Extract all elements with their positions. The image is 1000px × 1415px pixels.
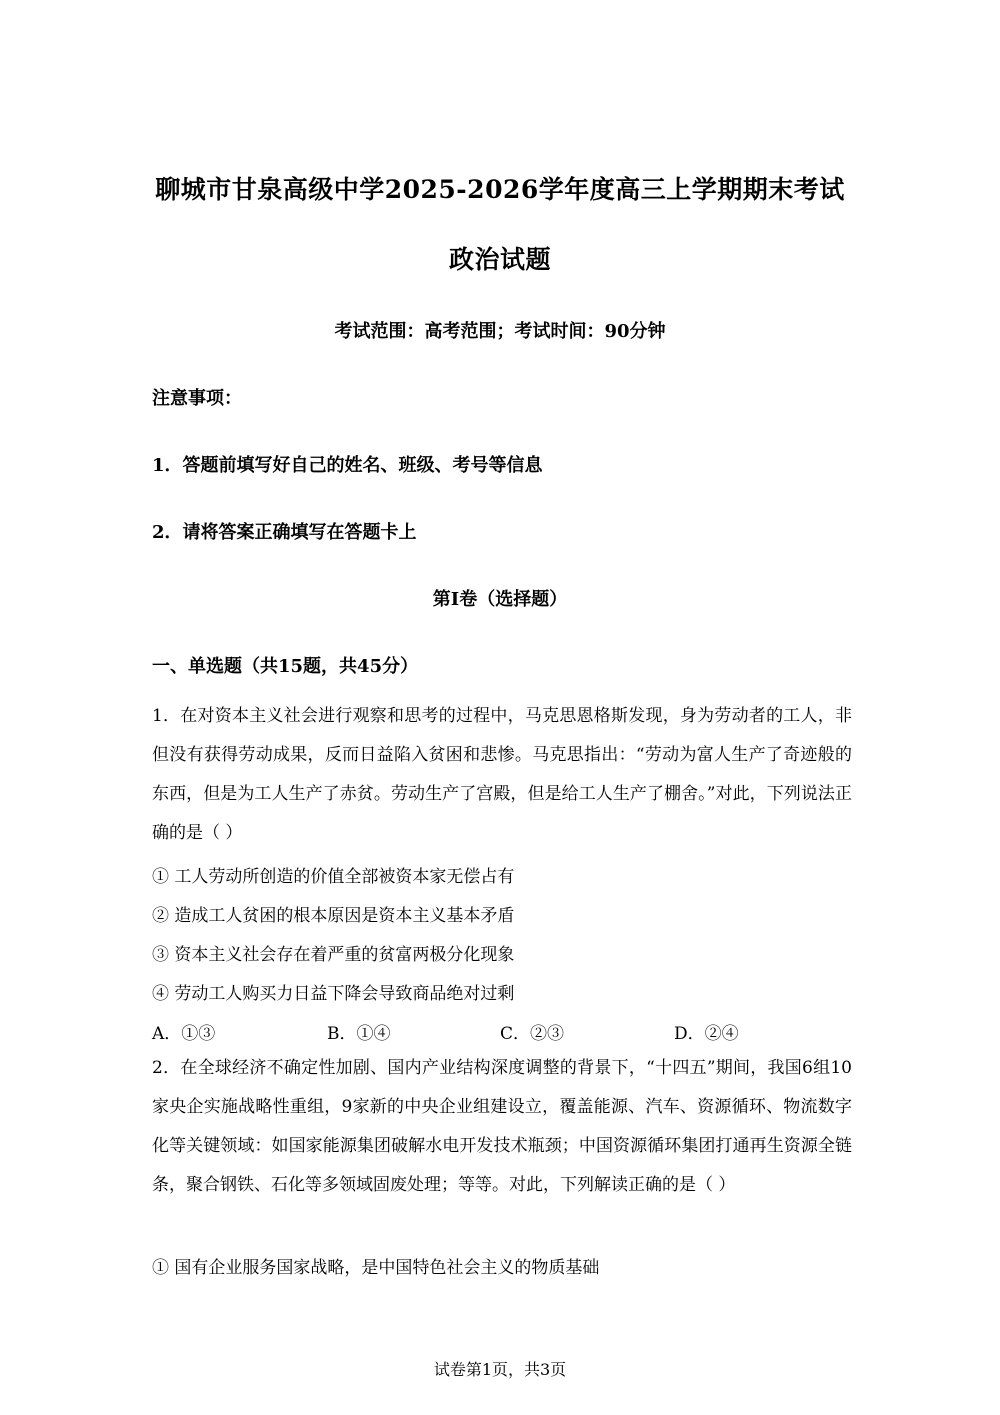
question-statement: ① 国有企业服务国家战略，是中国特色社会主义的物质基础 bbox=[152, 1258, 600, 1278]
question-statement: ③ 资本主义社会存在着严重的贫富两极分化现象 bbox=[152, 945, 515, 965]
question-stem: 1．在对资本主义社会进行观察和思考的过程中，马克思恩格斯发现，身为劳动者的工人，非但没有获得劳动成果，反而日益陷入贫困和悲惨。马克思指出：“劳动为富人生产了奇迹般的东西，但是为工人生产了赤贫。劳动生产了宫殿，但是给工人生产了棚舍。”对此，下列说法正确的是（ ） bbox=[152, 706, 852, 843]
answer-options bbox=[152, 1019, 852, 1043]
exam-subject-title: 政治试题 bbox=[448, 245, 551, 274]
question-statement: ① 工人劳动所创造的价值全部被资本家无偿占有 bbox=[152, 867, 515, 887]
exam-info: 考试范围：高考范围；考试时间：90分钟 bbox=[334, 321, 666, 342]
question-statement: ② 造成工人贫困的根本原因是资本主义基本矛盾 bbox=[152, 906, 515, 926]
option-d: D．②④ bbox=[674, 1024, 739, 1044]
option-c: C．②③ bbox=[500, 1024, 565, 1044]
notice-item: 2．请将答案正确填写在答题卡上 bbox=[152, 522, 417, 543]
exam-title: 聊城市甘泉高级中学2025-2026学年度高三上学期期末考试 bbox=[155, 175, 845, 204]
volume-heading: 第I卷（选择题） bbox=[432, 589, 568, 610]
section-heading: 一、单选题（共15题，共45分） bbox=[152, 656, 419, 677]
option-b: B．①④ bbox=[327, 1024, 391, 1044]
notice-item: 1．答题前填写好自己的姓名、班级、考号等信息 bbox=[152, 455, 543, 476]
notice-heading: 注意事项： bbox=[152, 388, 242, 409]
page-footer: 试卷第1页，共3页 bbox=[433, 1360, 567, 1379]
question-stem: 2．在全球经济不确定性加剧、国内产业结构深度调整的背景下，“十四五”期间，我国6组10家央企实施战略性重组，9家新的中央企业组建设立，覆盖能源、汽车、资源循环、物流数字化等关键领域：如国家能源集团破解水电开发技术瓶颈；中国资源循环集团打通再生资源全链条，聚合钢铁、石化等多领域固废处理；等等。对此，下列解读正确的是（ ） bbox=[152, 1058, 852, 1195]
option-a: A．①③ bbox=[152, 1024, 216, 1044]
question-statement: ④ 劳动工人购买力日益下降会导致商品绝对过剩 bbox=[152, 984, 515, 1004]
